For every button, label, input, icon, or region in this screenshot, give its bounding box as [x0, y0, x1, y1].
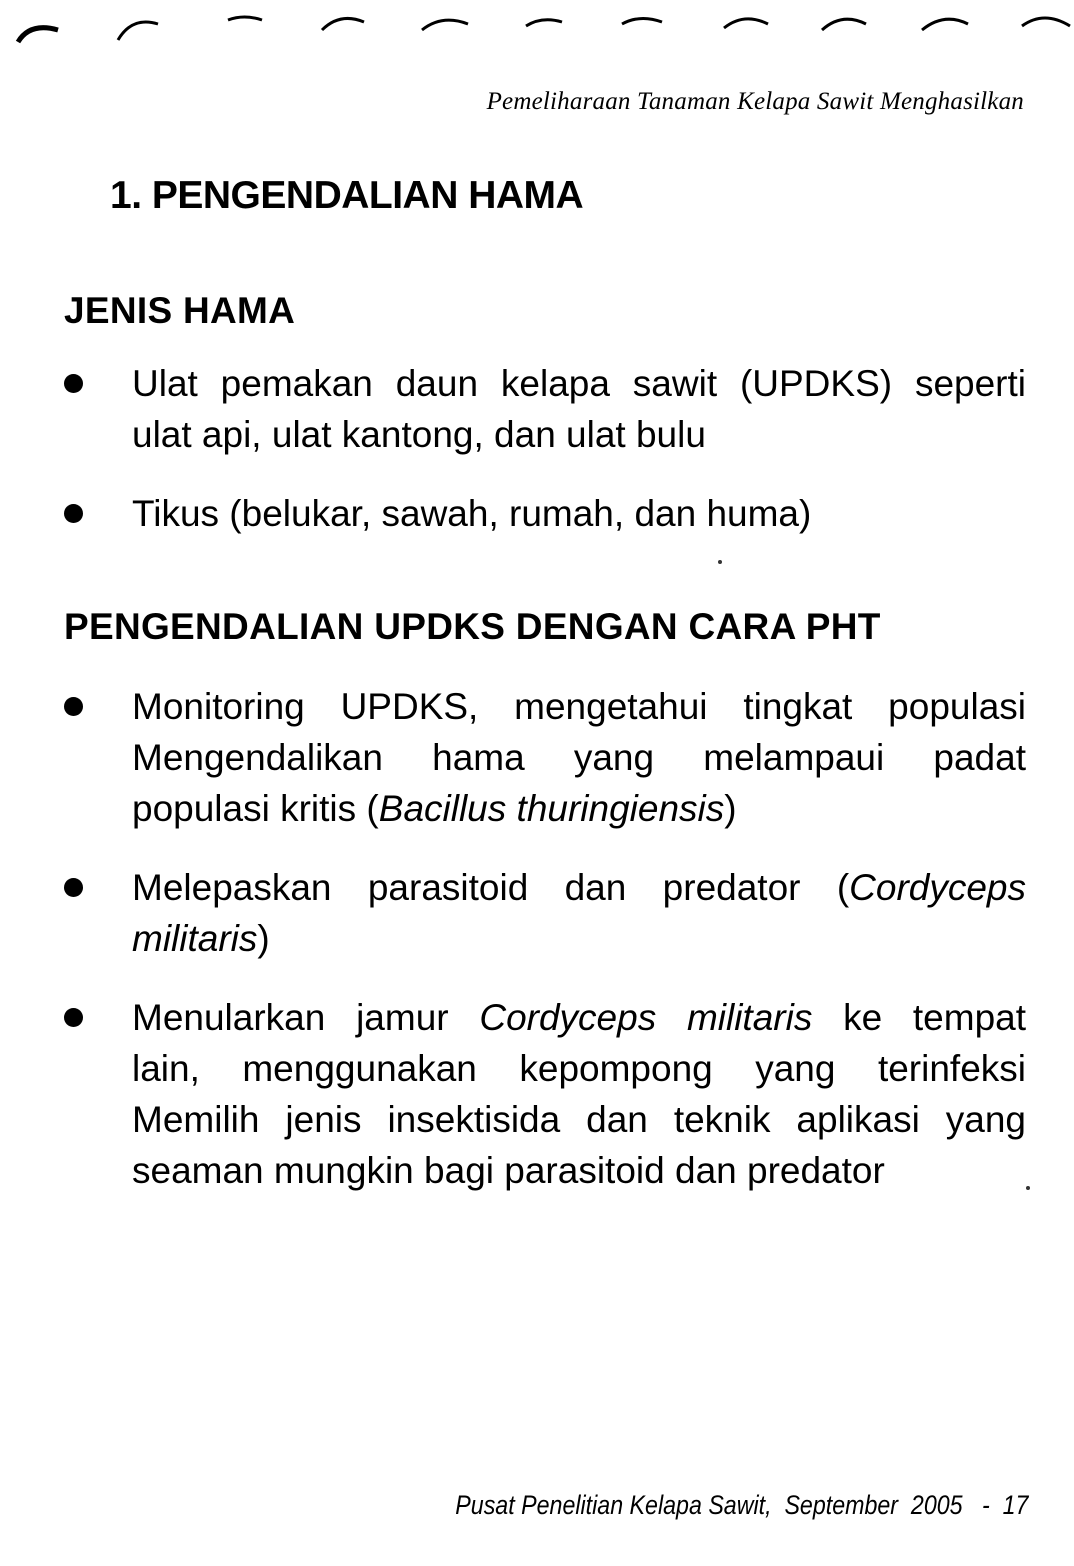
species-name: Bacillus thuringiensis: [378, 788, 725, 829]
item-line: [132, 862, 1026, 913]
item-line: [132, 783, 1026, 834]
running-header: Pemeliharaan Tanaman Kelapa Sawit Menghasilkan: [486, 88, 1024, 115]
pest-types-list: [64, 358, 1026, 539]
list-item: [64, 992, 1026, 1196]
text-run: populasi kritis (: [132, 788, 379, 829]
text-run: ke tempat: [812, 997, 1027, 1038]
item-line: [132, 913, 1026, 964]
scan-speck: [1026, 1186, 1030, 1190]
list-item: [64, 358, 1026, 460]
bullet-icon: [64, 374, 83, 393]
item-line: Mengendalikan hama yang melampaui padat: [132, 737, 1026, 778]
scan-speck: [718, 560, 722, 564]
list-item: [64, 862, 1026, 964]
item-line: ulat api, ulat kantong, dan ulat bulu: [132, 414, 706, 455]
bullet-icon: [64, 697, 83, 716]
item-line: Ulat pemakan daun kelapa sawit (UPDKS) seperti: [132, 363, 1026, 404]
item-line: seaman mungkin bagi parasitoid dan predator: [132, 1150, 885, 1191]
item-line: Tikus (belukar, sawah, rumah, dan huma): [132, 493, 812, 534]
item-line: Monitoring UPDKS, mengetahui tingkat populasi: [132, 686, 1026, 727]
text-run: Melepaskan parasitoid dan predator (: [132, 867, 850, 908]
species-name: Cordyceps militaris: [479, 997, 813, 1038]
text-run: ): [257, 918, 270, 959]
section-title: 1. PENGENDALIAN HAMA: [110, 174, 584, 217]
text-run: ): [724, 788, 737, 829]
species-name: militaris: [132, 918, 258, 959]
text-run: Menularkan jamur: [132, 997, 480, 1038]
item-line: [132, 992, 1026, 1043]
species-name: Cordyceps: [849, 867, 1026, 908]
bullet-icon: [64, 504, 83, 523]
page-footer: Pusat Penelitian Kelapa Sawit, September 2005 - 17: [454, 1490, 1028, 1520]
pest-types-heading: JENIS HAMA: [64, 290, 296, 331]
ipm-control-heading: PENGENDALIAN UPDKS DENGAN CARA PHT: [64, 606, 881, 647]
item-line: lain, menggunakan kepompong yang terinfeksi: [132, 1048, 1026, 1089]
bullet-icon: [64, 1008, 83, 1027]
ipm-control-list: [64, 681, 1026, 1196]
binding-hole-marks: [0, 0, 1074, 60]
list-item: [64, 681, 1026, 834]
list-item: [64, 488, 1026, 539]
item-line: Memilih jenis insektisida dan teknik aplikasi yang: [132, 1099, 1026, 1140]
bullet-icon: [64, 878, 83, 897]
